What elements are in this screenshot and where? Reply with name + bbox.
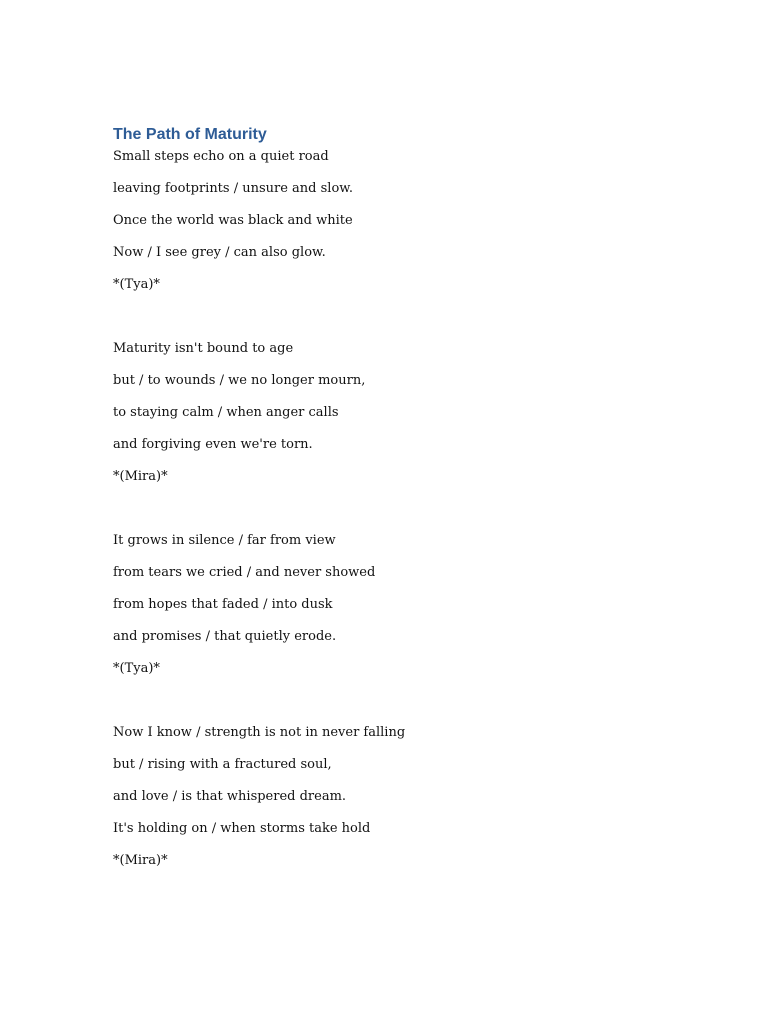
author-attribution: *(Mira)*	[113, 853, 168, 868]
poem-line: Now / I see grey / can also glow.	[113, 245, 326, 260]
stanza-spacer	[113, 693, 673, 725]
stanza-4	[113, 725, 673, 885]
author-attribution: *(Mira)*	[113, 469, 168, 484]
stanza-1	[113, 149, 673, 309]
poem-line: to staying calm / when anger calls	[113, 405, 339, 420]
poem-line: and love / is that whispered dream.	[113, 789, 347, 804]
poem-line: and forgiving even we're torn.	[113, 437, 313, 452]
author-attribution: *(Tya)*	[113, 661, 160, 676]
poem-title: The Path of Maturity	[113, 126, 267, 143]
document-body	[113, 125, 673, 885]
poem-line: leaving footprints / unsure and slow.	[113, 181, 354, 196]
stanza-spacer	[113, 501, 673, 533]
stanza-2	[113, 341, 673, 501]
poem-line: It grows in silence / far from view	[113, 533, 336, 548]
poem-line: Now I know / strength is not in never falling	[113, 725, 406, 740]
poem-line: from tears we cried / and never showed	[113, 565, 376, 580]
poem-line: from hopes that faded / into dusk	[113, 597, 333, 612]
author-attribution: *(Tya)*	[113, 277, 160, 292]
poem-line: Once the world was black and white	[113, 213, 353, 228]
poem-line: It's holding on / when storms take hold	[113, 821, 371, 836]
poem-line: Maturity isn't bound to age	[113, 341, 294, 356]
stanza-spacer	[113, 309, 673, 341]
poem-line: Small steps echo on a quiet road	[113, 149, 329, 164]
stanza-3	[113, 533, 673, 693]
poem-line: but / rising with a fractured soul,	[113, 757, 332, 772]
poem-line: but / to wounds / we no longer mourn,	[113, 373, 366, 388]
poem-line: and promises / that quietly erode.	[113, 629, 337, 644]
